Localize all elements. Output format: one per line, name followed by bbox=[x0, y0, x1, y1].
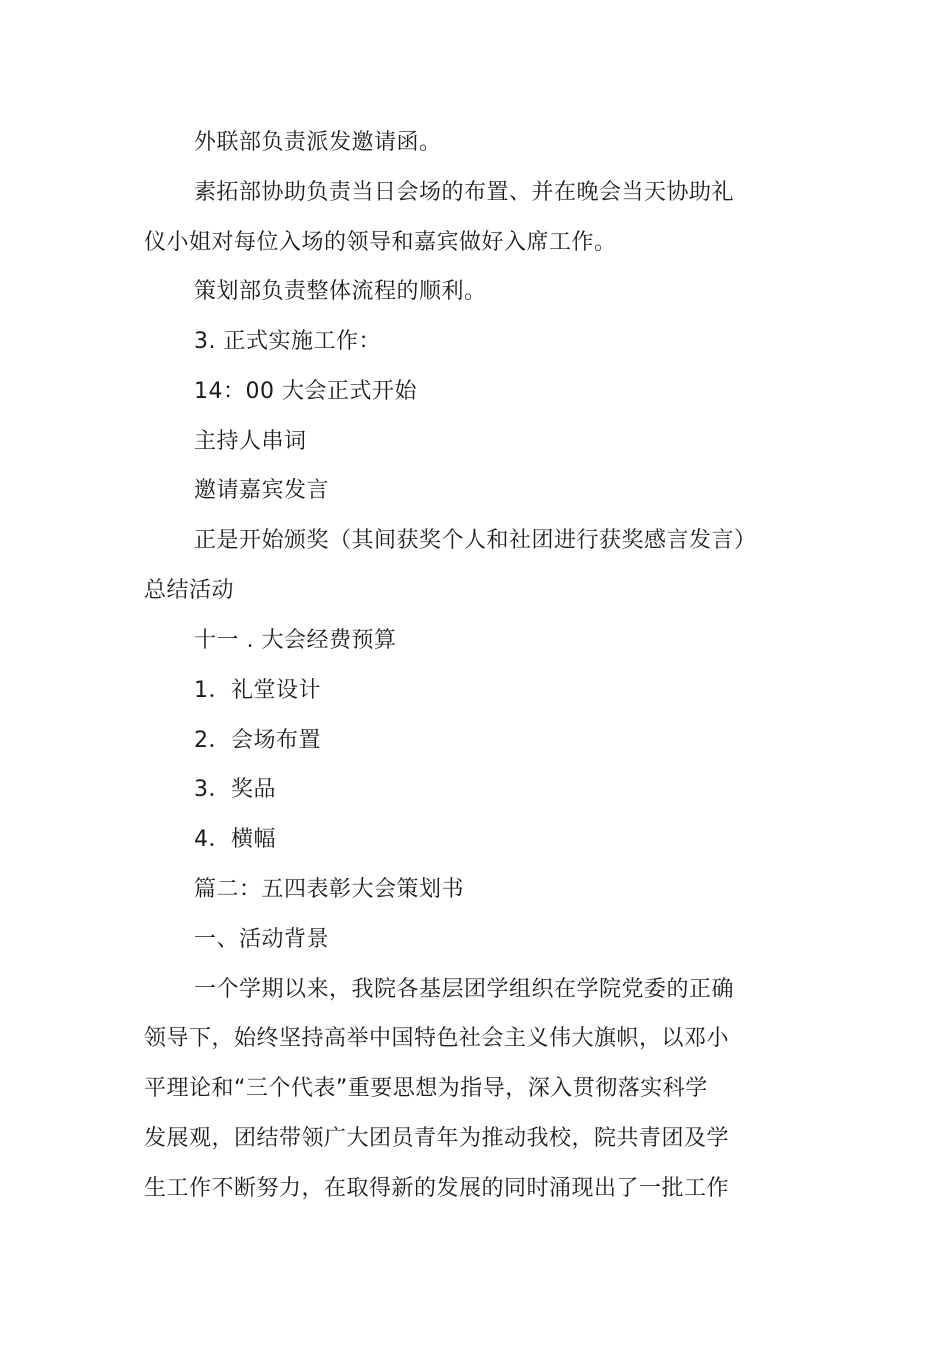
schedule-line: 邀请嘉宾发言 bbox=[194, 478, 330, 503]
section-heading: 一、活动背景 bbox=[194, 927, 330, 952]
paragraph-line: 平理论和“三个代表”重要思想为指导，深入贯彻落实科学 bbox=[144, 1076, 708, 1101]
paragraph-line: 生工作不断努力，在取得新的发展的同时涌现出了一批工作 bbox=[144, 1176, 730, 1201]
budget-item: 2．会场布置 bbox=[194, 728, 321, 753]
paragraph-line: 素拓部协助负责当日会场的布置、并在晚会当天协助礼 bbox=[194, 180, 735, 205]
paragraph-line: 仪小姐对每位入场的领导和嘉宾做好入席工作。 bbox=[144, 230, 617, 255]
section-heading: 十一 . 大会经费预算 bbox=[194, 628, 397, 653]
paragraph-line: 一个学期以来，我院各基层团学组织在学院党委的正确 bbox=[194, 977, 735, 1002]
section-heading: 3. 正式实施工作： bbox=[194, 329, 381, 354]
schedule-line: 主持人串词 bbox=[194, 429, 307, 454]
paragraph-line: 领导下，始终坚持高举中国特色社会主义伟大旗帜，以邓小 bbox=[144, 1026, 730, 1051]
budget-item: 3．奖品 bbox=[194, 777, 276, 802]
paragraph-line: 发展观，团结带领广大团员青年为推动我校，院共青团及学 bbox=[144, 1126, 730, 1151]
budget-item: 4．横幅 bbox=[194, 827, 276, 852]
paragraph-line: 策划部负责整体流程的顺利。 bbox=[194, 279, 487, 304]
schedule-line: 总结活动 bbox=[144, 578, 235, 603]
paragraph-line: 外联部负责派发邀请函。 bbox=[194, 130, 442, 155]
schedule-line: 14：00 大会正式开始 bbox=[194, 379, 417, 404]
schedule-line: 正是开始颁奖（其间获奖个人和社团进行获奖感言发言） bbox=[194, 528, 757, 553]
budget-item: 1．礼堂设计 bbox=[194, 678, 321, 703]
chapter-title: 篇二：五四表彰大会策划书 bbox=[194, 877, 465, 902]
